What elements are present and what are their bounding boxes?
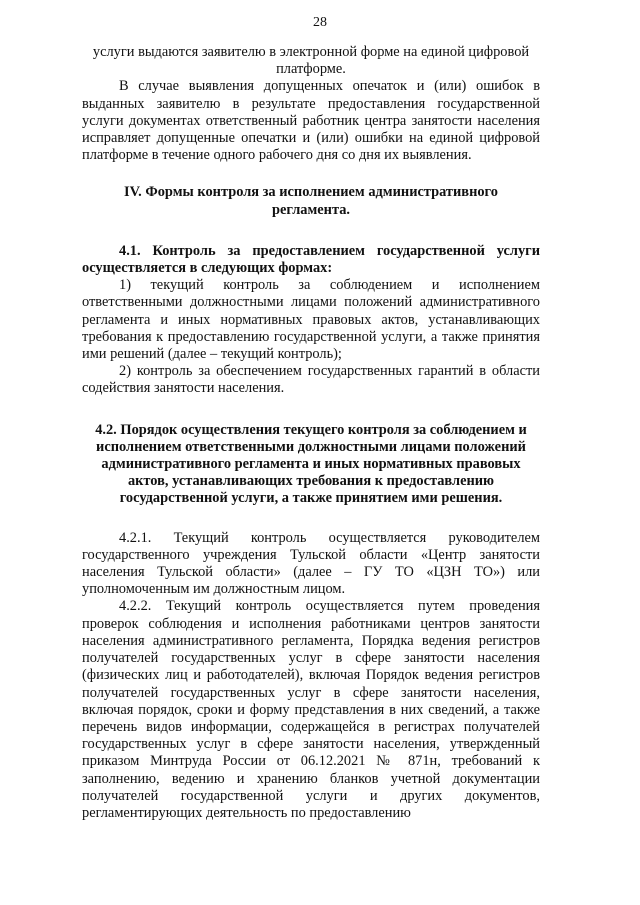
paragraph-errors-correction: В случае выявления допущенных опечаток и (или) ошибок в выданных заявителю в результате предоставления государственной услуги документах ответственный работник центра занятости населения исправляет допущенные опечатки и (или) ошибки на единой цифровой платформе в течение одного рабочего дня со дня их выявления.: [82, 78, 540, 164]
section-4-title: IV. Формы контроля за исполнением административного регламента.: [124, 184, 498, 218]
subsection-4-1-item-1: 1) текущий контроль за соблюдением и исполнением ответственными должностными лицами положений административного регламента и иных нормативных правовых актов, устанавливающих требования к предоставлению государственной услуги, а также принятия ими решений (далее – текущий контроль);: [82, 277, 540, 363]
page-content: [82, 44, 540, 822]
page-number: 28: [313, 15, 327, 30]
paragraph-4-2-2: 4.2.2. Текущий контроль осуществляется путем проведения проверок соблюдения и исполнения работниками центров занятости населения административного регламента, Порядка ведения регистров получателей государственных услуг в сфере занятости населения (физических лиц и работодателей), включая Порядок ведения регистров получателей государственных услуг в сфере занятости населения, включая порядок, сроки и форму представления в них сведений, а также перечень видов информации, содержащейся в регистрах получателей государственных услуг в сфере занятости населения, утвержденный приказом Минтруда России от 06.12.2021 № 871н, требований к заполнению, ведению и хранению бланков учетной документации получателей государственной услуги и других документов, регламентирующих деятельность по предоставлению: [82, 598, 540, 821]
subsection-4-2-heading: 4.2. Порядок осуществления текущего контроля за соблюдением и исполнением ответственными должностными лицами положений административного регламента и иных нормативных правовых актов, устанавливающих требования к предоставлению государственной услуги, а также принятием ими решения.: [95, 421, 527, 507]
continuation-line-2: платформе.: [276, 61, 346, 78]
paragraph-4-2-1: 4.2.1. Текущий контроль осуществляется руководителем государственного учреждения Тульской области «Центр занятости населения Тульской области» (далее – ГУ ТО «ЦЗН ТО») или уполномоченным им должностным лицом.: [82, 529, 540, 598]
subsection-4-1-item-2: 2) контроль за обеспечением государственных гарантий в области содействия занятости населения.: [82, 363, 540, 397]
continuation-line-1: услуги выдаются заявителю в электронной форме на единой цифровой: [92, 44, 530, 60]
subsection-4-1-heading: 4.1. Контроль за предоставлением государственной услуги осуществляется в следующих формах:: [82, 242, 540, 277]
